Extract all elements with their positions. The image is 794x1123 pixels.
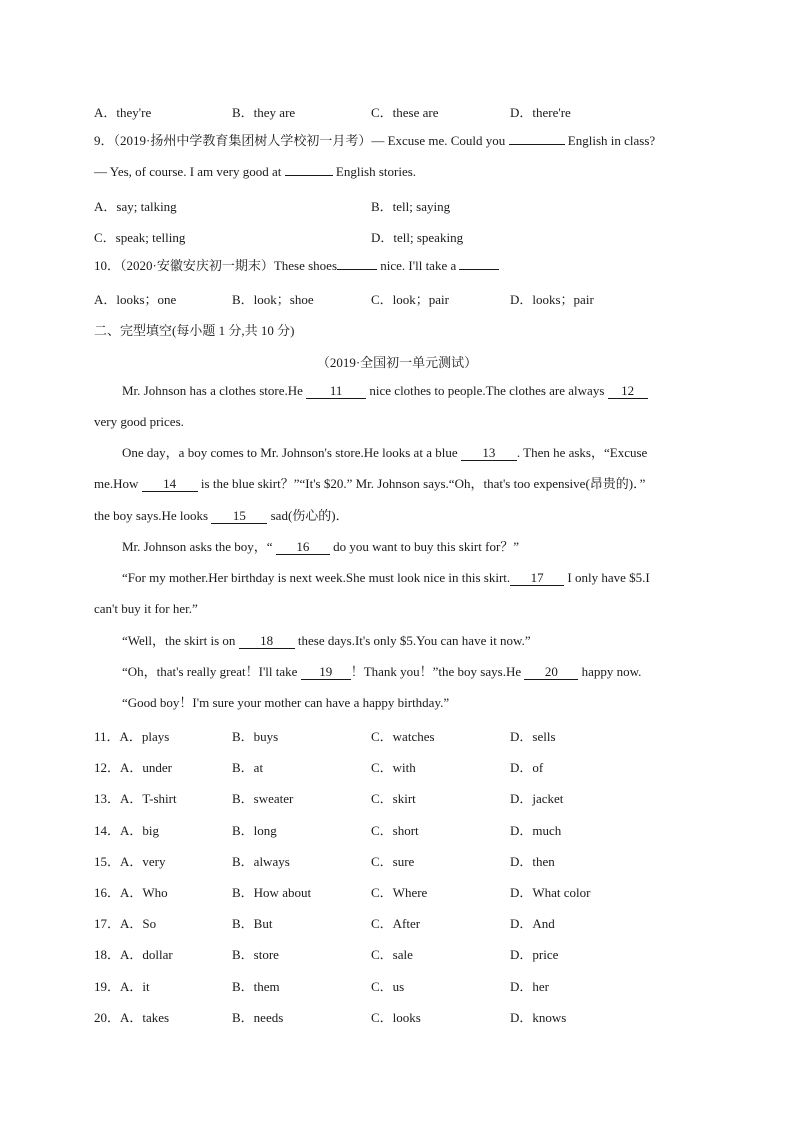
q9-line2 <box>94 164 416 180</box>
question-number-option-a: 15．A．very <box>94 854 166 869</box>
passage-line-8: can't buy it for her.” <box>94 601 198 616</box>
passage-source: （2019·全国初一单元测试） <box>316 355 478 370</box>
blank-11: 11 <box>306 384 366 399</box>
option-d: D．What color <box>510 885 591 900</box>
question-number-option-a: 11．A．plays <box>94 729 170 744</box>
question-number-option-a: 19．A．it <box>94 979 150 994</box>
q8-option-b: B．they are <box>232 105 296 120</box>
q10-stem-mid: nice. I'll take a <box>380 258 457 273</box>
passage-line-7 <box>122 570 650 586</box>
option-d: D．much <box>510 823 562 838</box>
passage-text: Mr. Johnson has a clothes store.He <box>122 383 303 398</box>
q8-option-d: D．there're <box>510 105 571 120</box>
option-d: D．then <box>510 854 555 869</box>
blank-14: 14 <box>142 477 198 492</box>
passage-line-1 <box>122 383 648 399</box>
q10-blank-1 <box>337 269 377 270</box>
option-c: C．short <box>371 823 419 838</box>
q9-stem <box>94 133 655 149</box>
passage-line-5 <box>94 508 349 524</box>
passage-text: One day，a boy comes to Mr. Johnson's store.He looks at a blue <box>122 445 458 460</box>
q10-blank-2 <box>459 269 499 270</box>
q10-option-d: D．looks；pair <box>510 292 594 307</box>
blank-18: 18 <box>239 634 295 649</box>
option-c: C．with <box>371 760 416 775</box>
passage-text: do you want to buy this skirt for？” <box>333 539 520 554</box>
q9-blank-2 <box>285 175 333 176</box>
question-number-option-a: 13．A．T-shirt <box>94 791 177 806</box>
option-c: C．Where <box>371 885 428 900</box>
option-b: B．How about <box>232 885 312 900</box>
blank-13: 13 <box>461 446 517 461</box>
passage-text: I only have $5.I <box>567 570 650 585</box>
q9-line2-tail: English stories. <box>335 164 417 179</box>
option-c: C．skirt <box>371 791 416 806</box>
q9-option-c: C．speak; telling <box>94 230 186 245</box>
option-b: B．needs <box>232 1010 284 1025</box>
option-c: C．looks <box>371 1010 421 1025</box>
question-number-option-a: 18．A．dollar <box>94 947 173 962</box>
passage-line-10 <box>122 664 641 680</box>
q10-option-c: C．look；pair <box>371 292 449 307</box>
passage-line-6 <box>122 539 519 555</box>
question-number-option-a: 17．A．So <box>94 916 157 931</box>
blank-17: 17 <box>510 571 564 586</box>
option-c: C．us <box>371 979 405 994</box>
q9-stem-tail: English in class? <box>567 133 656 148</box>
passage-text: the boy says.He looks <box>94 508 209 523</box>
q10-option-b: B．look；shoe <box>232 292 314 307</box>
option-c: C．After <box>371 916 421 931</box>
option-c: C．sure <box>371 854 415 869</box>
passage-text: ！Thank you！”the boy says.He <box>350 664 522 679</box>
option-d: D．knows <box>510 1010 567 1025</box>
passage-text: me.How <box>94 476 139 491</box>
blank-15: 15 <box>211 509 267 524</box>
passage-text: “For my mother.Her birthday is next week.She must look nice in this skirt. <box>122 570 511 585</box>
blank-16: 16 <box>276 540 330 555</box>
question-number-option-a: 12．A．under <box>94 760 172 775</box>
blank-19: 19 <box>301 665 351 680</box>
question-number-option-a: 14．A．big <box>94 823 160 838</box>
question-number-option-a: 16．A．Who <box>94 885 168 900</box>
passage-line-2: very good prices. <box>94 414 184 429</box>
option-b: B．at <box>232 760 264 775</box>
blank-20: 20 <box>524 665 578 680</box>
q10-stem <box>94 258 499 274</box>
passage-text: . Then he asks，“Excuse <box>516 445 648 460</box>
passage-text: “Well，the skirt is on <box>122 633 236 648</box>
option-b: B．But <box>232 916 273 931</box>
passage-line-3 <box>122 445 647 461</box>
passage-text: “Oh，that's really great！I'll take <box>122 664 298 679</box>
passage-text: Mr. Johnson asks the boy，“ <box>122 539 273 554</box>
option-c: C．sale <box>371 947 413 962</box>
option-b: B．them <box>232 979 280 994</box>
passage-line-11: “Good boy！I'm sure your mother can have a happy birthday.” <box>122 695 450 710</box>
section-title: 二、完型填空(每小题 1 分,共 10 分) <box>94 323 295 338</box>
q9-blank-1 <box>509 144 565 145</box>
option-b: B．always <box>232 854 290 869</box>
passage-line-4 <box>94 476 645 492</box>
option-b: B．sweater <box>232 791 294 806</box>
passage-text: is the blue skirt？”“It's $20.” Mr. Johnson says.“Oh，that's too expensive(昂贵的)．” <box>200 476 646 491</box>
passage-text: nice clothes to people.The clothes are always <box>369 383 605 398</box>
option-b: B．long <box>232 823 277 838</box>
passage-line-9 <box>122 633 531 649</box>
option-b: B．store <box>232 947 279 962</box>
q10-option-a: A．looks；one <box>94 292 177 307</box>
blank-12: 12 <box>608 384 648 399</box>
option-d: D．sells <box>510 729 556 744</box>
passage-text: sad(伤心的)． <box>270 508 349 523</box>
q9-option-a: A．say; talking <box>94 199 177 214</box>
option-d: D．And <box>510 916 555 931</box>
question-number-option-a: 20．A．takes <box>94 1010 170 1025</box>
q9-line2-text: — Yes, of course. I am very good at <box>94 164 282 179</box>
option-d: D．jacket <box>510 791 564 806</box>
option-d: D．price <box>510 947 559 962</box>
option-b: B．buys <box>232 729 279 744</box>
q10-stem-text: 10．（2020·安徽安庆初一期末）These shoes <box>94 258 338 273</box>
q8-option-a: A．they're <box>94 105 152 120</box>
option-d: D．her <box>510 979 549 994</box>
passage-text: these days.It's only $5.You can have it now.” <box>297 633 531 648</box>
q9-option-b: B．tell; saying <box>371 199 451 214</box>
q9-stem-text: 9．（2019·扬州中学教育集团树人学校初一月考）— Excuse me. Could you <box>94 133 506 148</box>
option-d: D．of <box>510 760 544 775</box>
option-c: C．watches <box>371 729 435 744</box>
q8-option-c: C．these are <box>371 105 439 120</box>
passage-text: happy now. <box>581 664 642 679</box>
q9-option-d: D．tell; speaking <box>371 230 464 245</box>
